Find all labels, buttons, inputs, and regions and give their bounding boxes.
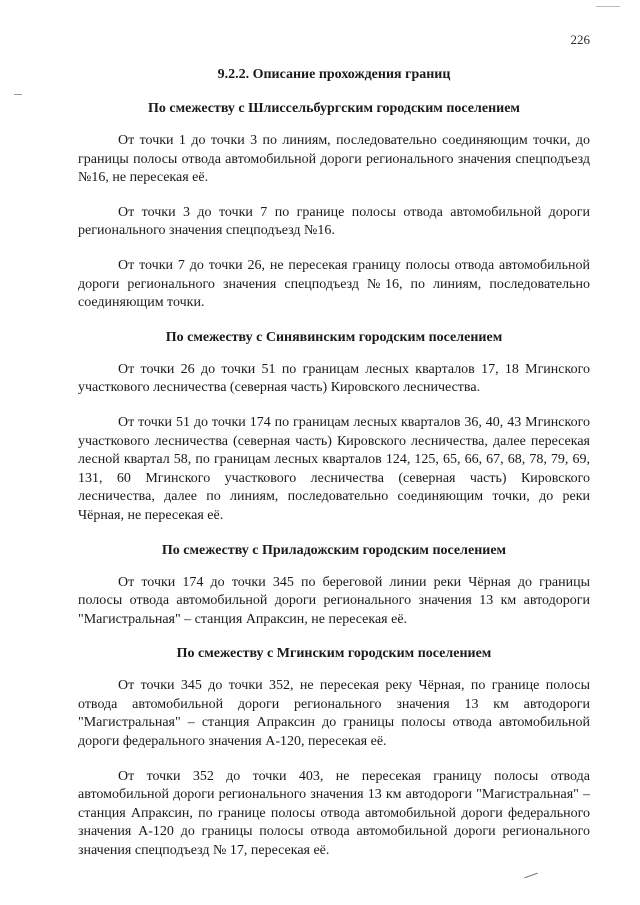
document-content [78,66,590,877]
section-sinyavino [78,329,590,526]
subsection-title: По смежеству с Синявинским городским поселением [165,329,503,345]
paragraph: От точки 345 до точки 352, не пересекая реку Чёрная, по границе полосы отвода автомобильной дороги регионального значения 13 км автодороги "Магистральная" – станция Апраксин до границы полосы отвода автомобильной дороги федерального значения А-120, пересекая её. [78,678,590,750]
scan-mark [14,94,22,95]
section-shlisselburg [78,100,590,313]
paragraph: От точки 7 до точки 26, не пересекая границу полосы отвода автомобильной дороги регионального значения спецподъезд №16, по линиям, последовательно соединяющим точки. [78,257,590,311]
page-number: 226 [570,32,590,47]
paragraph: От точки 26 до точки 51 по границам лесных кварталов 17, 18 Мгинского участкового лесничества (северная часть) Кировского лесничества. [78,361,590,396]
paragraph: От точки 174 до точки 345 по береговой линии реки Чёрная до границы полосы отвода автомобильной дороги регионального значения 13 км автодороги "Магистральная" – станция Апраксин, не пересекая её. [78,574,590,627]
subsection-title: По смежеству с Шлиссельбургским городским поселением [148,101,520,116]
subsection-title: По смежеству с Приладожским городским поселением [161,542,507,558]
section-priladozhsky [78,542,590,630]
paragraph: От точки 352 до точки 403, не пересекая границу полосы отвода автомобильной дороги регионального значения 13 км автодороги "Магистральная" – станция Апраксин, по границе полосы отвода автомобильной дороги федерального значения А-120 до границы полосы отвода автомобильной дороги регионального значения спецподъезд № 17, пересекая её. [78,768,590,859]
paragraph: От точки 1 до точки 3 по линиям, последовательно соединяющим точки, до границы полосы отвода автомобильной дороги регионального значения спецподъезд №16, не пересекая её. [78,133,590,186]
section-mga [78,645,590,860]
subsection-title: По смежеству с Мгинским городским поселением [176,646,492,662]
section-title: 9.2.2. Описание прохождения границ [217,67,451,82]
paragraph: От точки 3 до точки 7 по границе полосы отвода автомобильной дороги регионального значения спецподъезд №16. [78,204,590,239]
scan-mark [596,6,620,7]
paragraph: От точки 51 до точки 174 по границам лесных кварталов 36, 40, 43 Мгинского участкового лесничества (северная часть) Кировского лесничества, далее пересекая лесной квартал 58, по границам лесных кварталов 124, 125, 65, 66, 67, 68, 78, 79, 69, 131, 60 Мгинского участкового лесничества (северная часть) Кировского лесничества, далее по линиям, последовательно соединяющим точки, до реки Чёрная, не пересекая её. [78,414,590,523]
